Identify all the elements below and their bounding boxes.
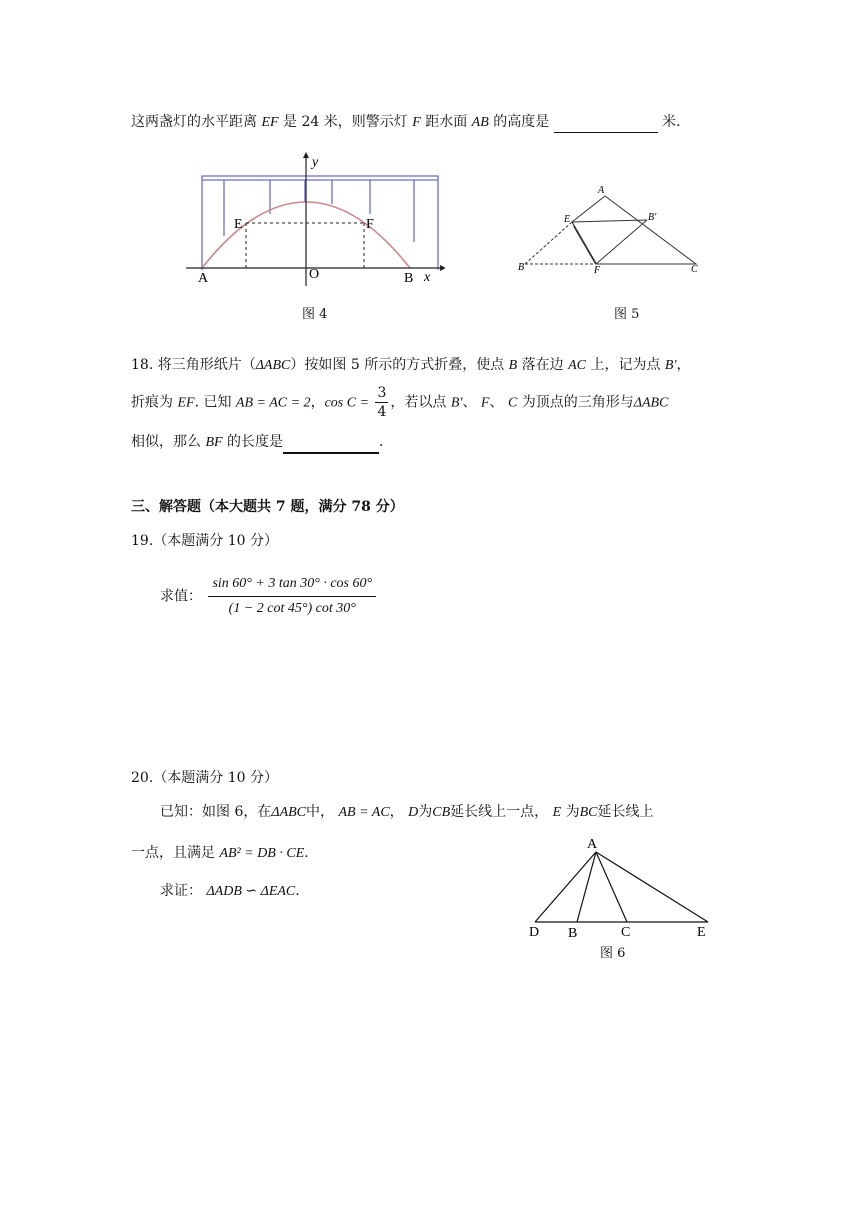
- q18-text: 折痕为: [131, 394, 173, 411]
- q17-text-post: 米.: [662, 114, 681, 130]
- fig5-label-F: F: [594, 265, 601, 276]
- q18-answer-blank[interactable]: [283, 432, 379, 454]
- fig5-label-E: E: [564, 214, 571, 225]
- q18-text: 相似，那么: [131, 434, 201, 450]
- q18-frac-den: 4: [377, 404, 387, 420]
- q18-text: 为顶点的三角形与: [521, 394, 634, 411]
- fig4-label-y: y: [312, 155, 319, 170]
- q20-bc: BC: [579, 805, 598, 820]
- q18-ef: EF: [177, 395, 195, 411]
- q18-text: . 已知: [194, 394, 232, 411]
- q17-ab: AB: [471, 115, 489, 130]
- q18-cos: cos C =: [324, 395, 370, 411]
- q18-frac-num: 3: [377, 385, 387, 401]
- q17-ef: EF: [261, 115, 279, 130]
- fig6-label-D: D: [529, 925, 540, 940]
- q18-f: F: [480, 395, 490, 411]
- fig6-caption: 图 6: [600, 946, 626, 961]
- fig6-label-E: E: [697, 925, 706, 940]
- q20-text: 为: [565, 804, 580, 820]
- q20-eq2: AB² = DB · CE: [219, 846, 305, 861]
- q20-text: 延长线上: [597, 804, 654, 820]
- q18-ac: AC: [568, 358, 587, 373]
- q18-line-3: [131, 432, 383, 454]
- q20-text: ，: [389, 804, 404, 820]
- fig5-label-A: A: [598, 185, 605, 196]
- q20-text: 一点，且满足: [131, 845, 215, 861]
- q18-text: ，: [676, 357, 691, 373]
- fig4-label-B: B: [404, 271, 414, 286]
- q20-d: D: [408, 805, 419, 820]
- fig5-label-B: B: [518, 262, 525, 273]
- q18-text: .: [379, 434, 384, 450]
- fig4-caption: 图 4: [302, 307, 328, 322]
- fig4-label-A: A: [198, 271, 209, 286]
- q18-text: 18. 将三角形纸片（: [131, 357, 256, 373]
- q18-tri-abc2: ΔABC: [633, 395, 669, 411]
- fig6-label-A: A: [587, 837, 598, 852]
- q19-numerator: sin 60° + 3 tan 30° · cos 60°: [208, 572, 376, 597]
- q20-header: 20.（本题满分 10 分）: [131, 770, 278, 786]
- q20-line-2: [131, 843, 309, 864]
- q18-text: ，: [310, 394, 325, 411]
- q18-text: ）按如图 5 所示的方式折叠，使点: [290, 357, 505, 373]
- fig4-label-O: O: [309, 267, 320, 282]
- y-axis-arrow: [303, 152, 309, 158]
- q18-b: B: [508, 358, 518, 373]
- q20-text: 延长线上一点，: [450, 804, 549, 820]
- x-axis-arrow: [440, 265, 445, 271]
- section-3-title: 三、解答题（本大题共 7 题，满分 78 分）: [131, 499, 404, 515]
- q19-fraction: [208, 572, 376, 621]
- q20-line-3: [160, 881, 300, 902]
- fig5-solid-lines: [572, 196, 696, 264]
- fig5-caption: 图 5: [614, 307, 640, 322]
- q20-e: E: [552, 805, 562, 820]
- q18-bf: BF: [205, 435, 223, 450]
- fig5-label-C: C: [691, 264, 698, 275]
- fig6-lines: [535, 852, 708, 922]
- ef-dashed-lines: [246, 223, 364, 268]
- q17-text-pre: 这两盏灯的水平距离: [131, 114, 257, 130]
- q17-f: F: [412, 115, 421, 130]
- q18-text: 落在边: [521, 357, 564, 373]
- fig6-label-B: B: [568, 926, 578, 941]
- fig4-label-x: x: [424, 270, 431, 285]
- q18-bp: B′: [664, 358, 677, 373]
- q19-denominator: (1 − 2 cot 45°) cot 30°: [228, 601, 356, 616]
- fig4-label-E: E: [234, 217, 243, 232]
- q18-text: 、: [489, 394, 504, 411]
- q17-text-mid: 是 24 米，则警示灯: [283, 114, 408, 130]
- q20-text: 为: [418, 804, 433, 820]
- q18-text: 上，记为点: [590, 357, 661, 373]
- fig4-label-F: F: [366, 217, 374, 232]
- figure-4: [180, 150, 445, 290]
- q19-prompt: 求值：: [160, 588, 202, 605]
- q17-text-mid2: 距水面: [425, 114, 468, 130]
- q20-eq1: AB = AC: [338, 805, 390, 820]
- q17-tail-line: [131, 112, 681, 133]
- q20-text: 求证：: [160, 883, 202, 899]
- fig5-dashed-lines: [525, 222, 596, 264]
- q18-c: C: [507, 395, 518, 411]
- figure-6: [520, 832, 720, 942]
- q20-text: 中，: [306, 804, 335, 820]
- q18-fraction: [375, 384, 388, 421]
- q19-header: 19.（本题满分 10 分）: [131, 533, 278, 549]
- fig5-label-Bp: B′: [648, 212, 657, 223]
- q20-eq3: ΔADB ∽ ΔEAC: [206, 884, 296, 899]
- q18-equation: AB = AC = 2: [235, 395, 311, 411]
- q17-text-mid3: 的高度是: [493, 114, 550, 130]
- q18-text: ，若以点: [390, 394, 447, 411]
- q19-expression: [160, 572, 378, 621]
- q20-text: 已知：如图 6，在: [160, 804, 272, 820]
- q20-text: .: [295, 883, 300, 899]
- q20-text: .: [304, 845, 309, 861]
- q18-bp2: B′: [450, 395, 463, 411]
- figure-5: [510, 180, 710, 280]
- q20-line-1: [160, 802, 654, 823]
- q20-tri: ΔABC: [271, 805, 307, 820]
- q17-answer-blank[interactable]: [554, 112, 658, 133]
- q18-text: 、: [462, 394, 477, 411]
- q20-cb: CB: [432, 805, 451, 820]
- q18-line-1: [131, 355, 691, 376]
- q18-text: 的长度是: [227, 434, 284, 450]
- q18-line-2: [131, 384, 668, 422]
- q18-tri-abc: ΔABC: [255, 358, 291, 373]
- fig6-label-C: C: [621, 925, 631, 940]
